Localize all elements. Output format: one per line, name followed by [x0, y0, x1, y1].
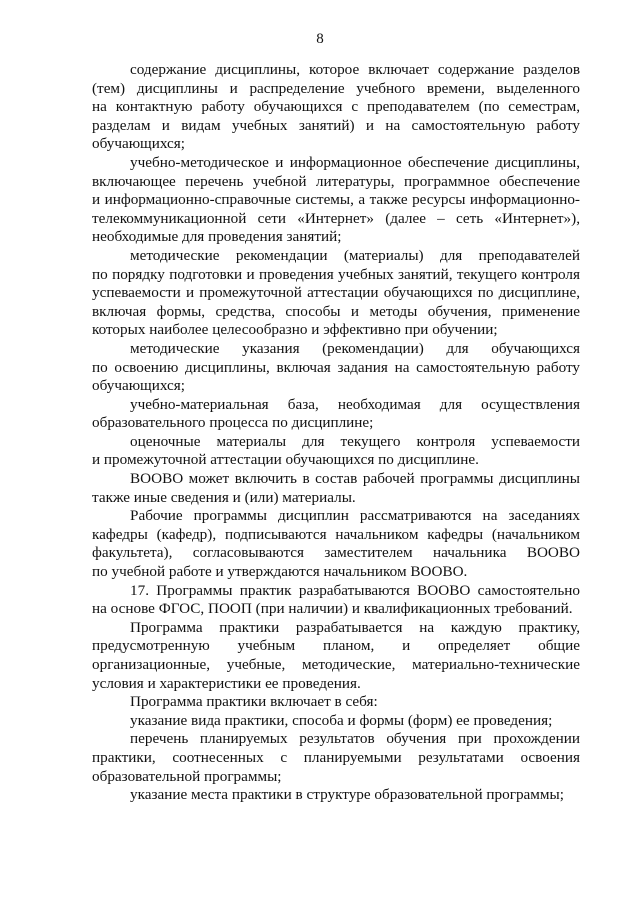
text-line: обучающихся;	[92, 377, 185, 395]
text-line: условия и характеристики ее проведения.	[92, 674, 361, 692]
text-line: 17. Программы практик разрабатываются ВООВО самостоятельно	[130, 581, 580, 599]
text-line: практики, соотнесенных с планируемыми результатами освоения	[92, 748, 580, 766]
text-line: Рабочие программы дисциплин рассматриваются на заседаниях	[130, 507, 580, 525]
text-line: учебно-материальная база, необходимая для осуществления	[130, 395, 580, 413]
paragraph	[92, 712, 580, 731]
text-line: оценочные материалы для текущего контроля успеваемости	[130, 432, 580, 450]
text-line: Программа практики разрабатывается на каждую практику,	[130, 618, 580, 636]
text-line: на основе ФГОС, ПООП (при наличии) и квалификационных требований.	[92, 600, 573, 618]
text-line: Программа практики включает в себя:	[130, 693, 378, 711]
text-line: образовательного процесса по дисциплине;	[92, 414, 374, 432]
text-line: на контактную работу обучающихся с преподавателем (по семестрам,	[92, 98, 580, 116]
text-line: включающее перечень учебной литературы, программное обеспечение	[92, 172, 580, 190]
text-line: методические рекомендации (материалы) для преподавателей	[130, 246, 580, 264]
paragraph	[92, 340, 580, 396]
text-line: указание места практики в структуре образовательной программы;	[130, 786, 564, 804]
text-line: и промежуточной аттестации обучающихся по дисциплине.	[92, 451, 479, 469]
text-line: также иные сведения и (или) материалы.	[92, 488, 356, 506]
paragraph	[92, 470, 580, 507]
text-line: необходимые для проведения занятий;	[92, 228, 342, 246]
text-line: содержание дисциплины, которое включает содержание разделов	[130, 61, 580, 78]
paragraph	[92, 247, 580, 340]
paragraph	[92, 507, 580, 581]
text-line: ВООВО может включить в состав рабочей программы дисциплины	[130, 470, 580, 488]
text-line: которых наиболее целесообразно и эффективно при обучении;	[92, 321, 498, 339]
text-line: организационные, учебные, методические, материально-технические	[92, 656, 580, 673]
page-number: 8	[316, 31, 324, 47]
paragraph	[92, 786, 580, 805]
paragraph	[92, 154, 580, 247]
text-line: указание вида практики, способа и формы (форм) ее проведения;	[130, 711, 553, 729]
paragraph	[92, 61, 580, 154]
text-line: кафедры (кафедр), подписываются начальником кафедры (начальником	[92, 525, 580, 543]
text-line: предусмотренную учебным планом, и определяет общие	[92, 637, 580, 655]
paragraph	[92, 730, 580, 786]
text-line: по порядку подготовки и проведения учебных занятий, текущего контроля	[92, 265, 580, 283]
text-line: (тем) дисциплины и распределение учебного времени, выделенного	[92, 79, 580, 97]
text-line: разделам и видам учебных занятий) и на самостоятельную работу	[92, 116, 580, 134]
document-body	[92, 61, 580, 805]
text-line: успеваемости и промежуточной аттестации обучающихся по дисциплине,	[92, 284, 580, 302]
text-line: телекоммуникационной сети «Интернет» (далее – сеть «Интернет»),	[92, 209, 580, 227]
text-line: и информационно-справочные системы, а также ресурсы информационно-	[92, 191, 580, 209]
text-line: факультета), согласовываются заместителем начальника ВООВО	[92, 544, 580, 562]
text-line: методические указания (рекомендации) для обучающихся	[130, 339, 580, 357]
text-line: обучающихся;	[92, 135, 185, 153]
text-line: по учебной работе и утверждаются начальником ВООВО.	[92, 563, 468, 581]
text-line: образовательной программы;	[92, 767, 282, 785]
paragraph	[92, 433, 580, 470]
paragraph	[92, 396, 580, 433]
paragraph	[92, 693, 580, 712]
text-line: включая формы, средства, способы и методы обучения, применение	[92, 302, 580, 320]
text-line: учебно-методическое и информационное обеспечение дисциплины,	[130, 153, 580, 171]
text-line: по освоению дисциплины, включая задания на самостоятельную работу	[92, 358, 580, 376]
paragraph	[92, 619, 580, 693]
paragraph	[92, 582, 580, 619]
text-line: перечень планируемых результатов обучения при прохождении	[130, 730, 580, 748]
